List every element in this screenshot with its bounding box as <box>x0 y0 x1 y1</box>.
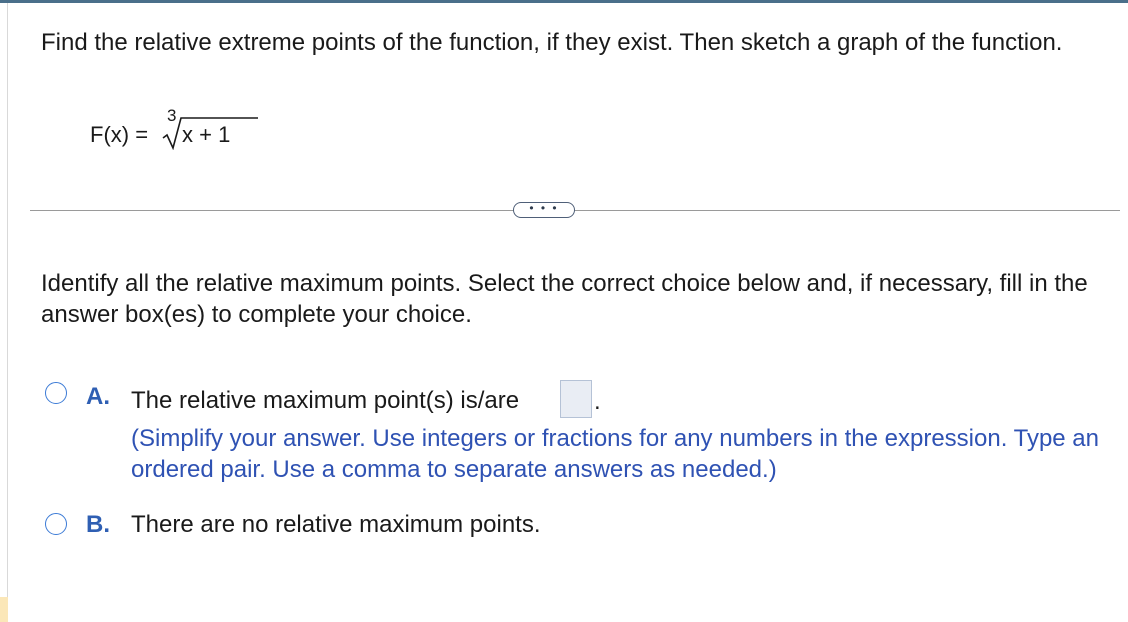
radicand: x + 1 <box>182 122 231 147</box>
function-lhs: F(x) = <box>90 122 149 147</box>
radio-choice-a[interactable] <box>45 382 67 404</box>
choice-b-text: There are no relative maximum points. <box>131 511 541 538</box>
top-border <box>0 0 1128 3</box>
radio-choice-b[interactable] <box>45 513 67 535</box>
problem-prompt: Find the relative extreme points of the function, if they exist. Then sketch a graph of the function. <box>41 29 1063 56</box>
choice-a-letter: A. <box>86 383 110 410</box>
left-marker <box>0 597 8 622</box>
root-index: 3 <box>167 106 177 125</box>
question-text: Identify all the relative maximum points. Select the correct choice below and, if necessary, fill in the answer box(es) to complete your choice. <box>41 270 1088 328</box>
section-divider <box>30 210 1120 211</box>
expand-more-button[interactable] <box>513 202 575 218</box>
choice-b-letter: B. <box>86 511 110 538</box>
answer-input-box[interactable] <box>560 380 592 418</box>
choice-a-period: . <box>594 388 601 415</box>
left-border <box>7 3 8 622</box>
more-dots-icon: • • • <box>529 201 559 215</box>
choice-a-hint: (Simplify your answer. Use integers or fractions for any numbers in the expression. Type an ordered pair. Use a comma to separate answers as needed.) <box>131 425 1100 483</box>
choice-a-text: The relative maximum point(s) is/are <box>131 387 520 414</box>
